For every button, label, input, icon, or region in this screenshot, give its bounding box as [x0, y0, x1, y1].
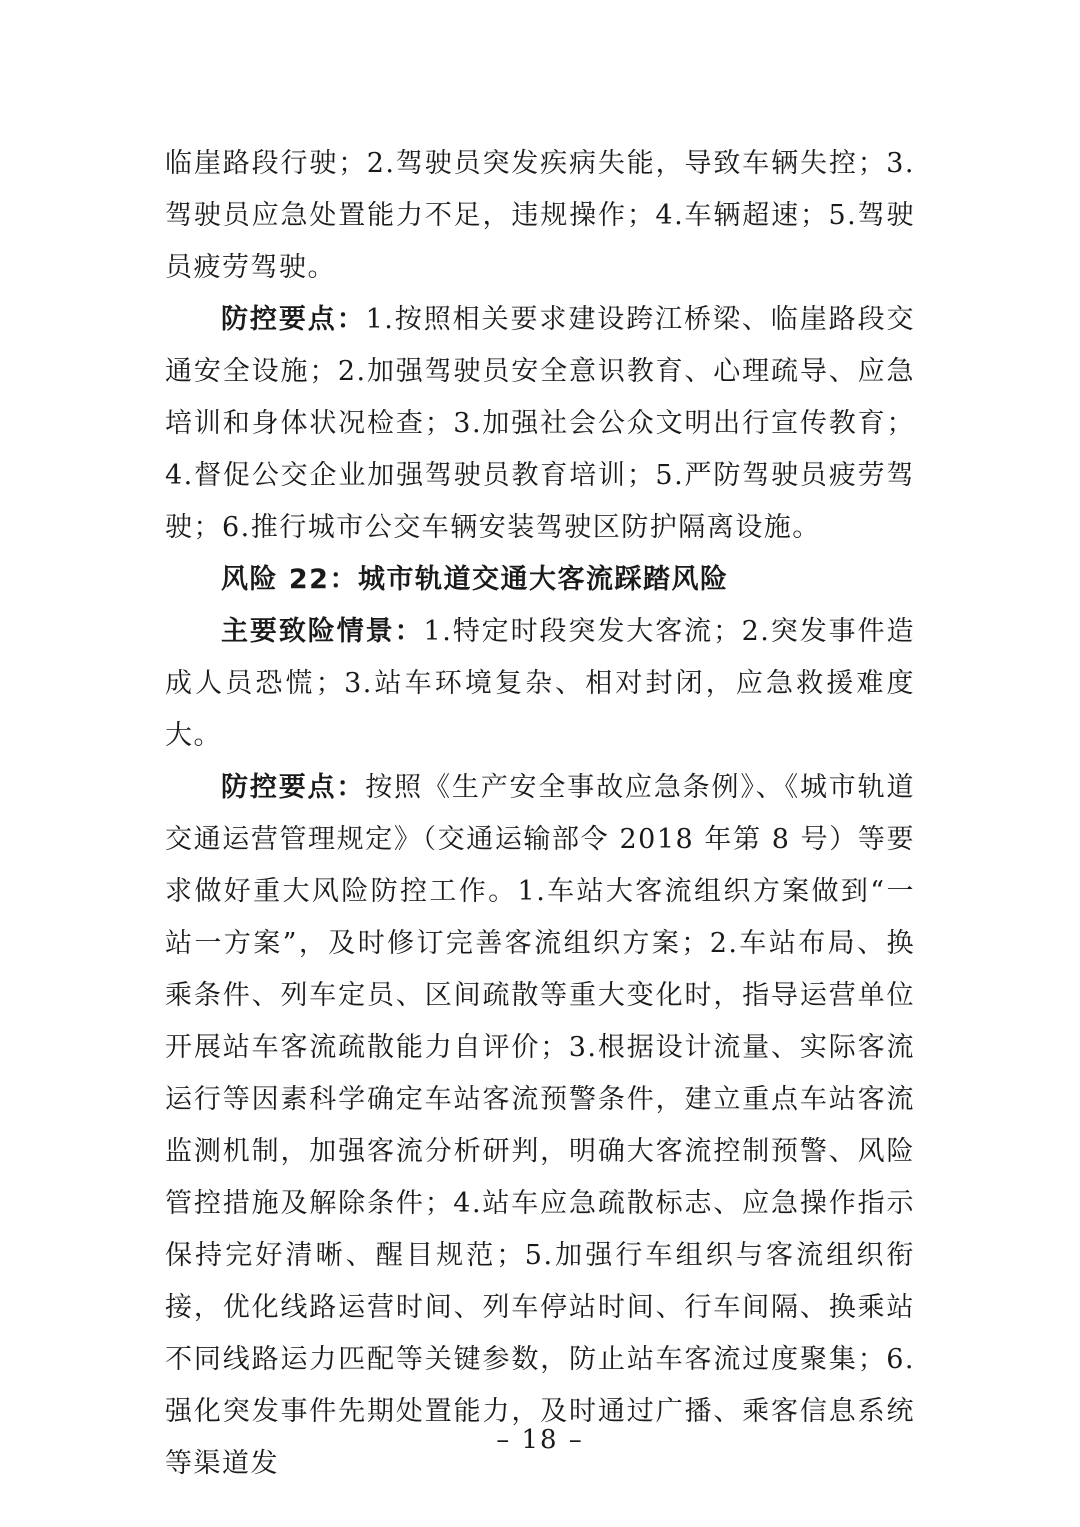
heading-text: 风险 22：城市轨道交通大客流踩踏风险: [221, 564, 729, 595]
paragraph-label: 防控要点：: [221, 304, 366, 335]
section-heading-risk-22: [165, 554, 915, 606]
page-number: – 18 –: [496, 1425, 584, 1455]
paragraph-control-points-bus: [165, 294, 915, 554]
paragraph-text: 1.按照相关要求建设跨江桥梁、临崖路段交通安全设施；2.加强驾驶员安全意识教育、心理疏导、应急培训和身体状况检查；3.加强社会公众文明出行宣传教育；4.督促公交企业加强驾驶员教育培训；5.严防驾驶员疲劳驾驶；6.推行城市公交车辆安装驾驶区防护隔离设施。: [165, 304, 916, 543]
document-body: [165, 138, 915, 1490]
paragraph-risk-scenarios: [165, 606, 915, 762]
paragraph-label: 防控要点：: [221, 772, 366, 803]
paragraph-text: 1.特定时段突发大客流；2.突发事件造成人员恐慌；3.站车环境复杂、相对封闭，应急救援难度大。: [165, 616, 915, 751]
paragraph-control-points-rail: [165, 762, 915, 1490]
paragraph-label: 主要致险情景：: [221, 616, 424, 647]
paragraph-text: 按照《生产安全事故应急条例》、《城市轨道交通运营管理规定》（交通运输部令 2018 年第 8 号）等要求做好重大风险防控工作。1.车站大客流组织方案做到“一站一方案”，及时修订完善客流组织方案；2.车站布局、换乘条件、列车定员、区间疏散等重大变化时，指导运营单位开展站车客流疏散能力自评价；3.根据设计流量、实际客流运行等因素科学确定车站客流预警条件，建立重点车站客流监测机制，加强客流分析研判，明确大客流控制预警、风险管控措施及解除条件；4.站车应急疏散标志、应急操作指示保持完好清晰、醒目规范；5.加强行车组织与客流组织衔接，优化线路运营时间、列车停站时间、行车间隔、换乘站不同线路运力匹配等关键参数，防止站车客流过度聚集；6.强化突发事件先期处置能力，及时通过广播、乘客信息系统等渠道发: [165, 772, 916, 1479]
paragraph-continuation: [165, 138, 915, 294]
paragraph-text: 临崖路段行驶；2.驾驶员突发疾病失能，导致车辆失控；3.驾驶员应急处置能力不足，违规操作；4.车辆超速；5.驾驶员疲劳驾驶。: [165, 148, 915, 283]
